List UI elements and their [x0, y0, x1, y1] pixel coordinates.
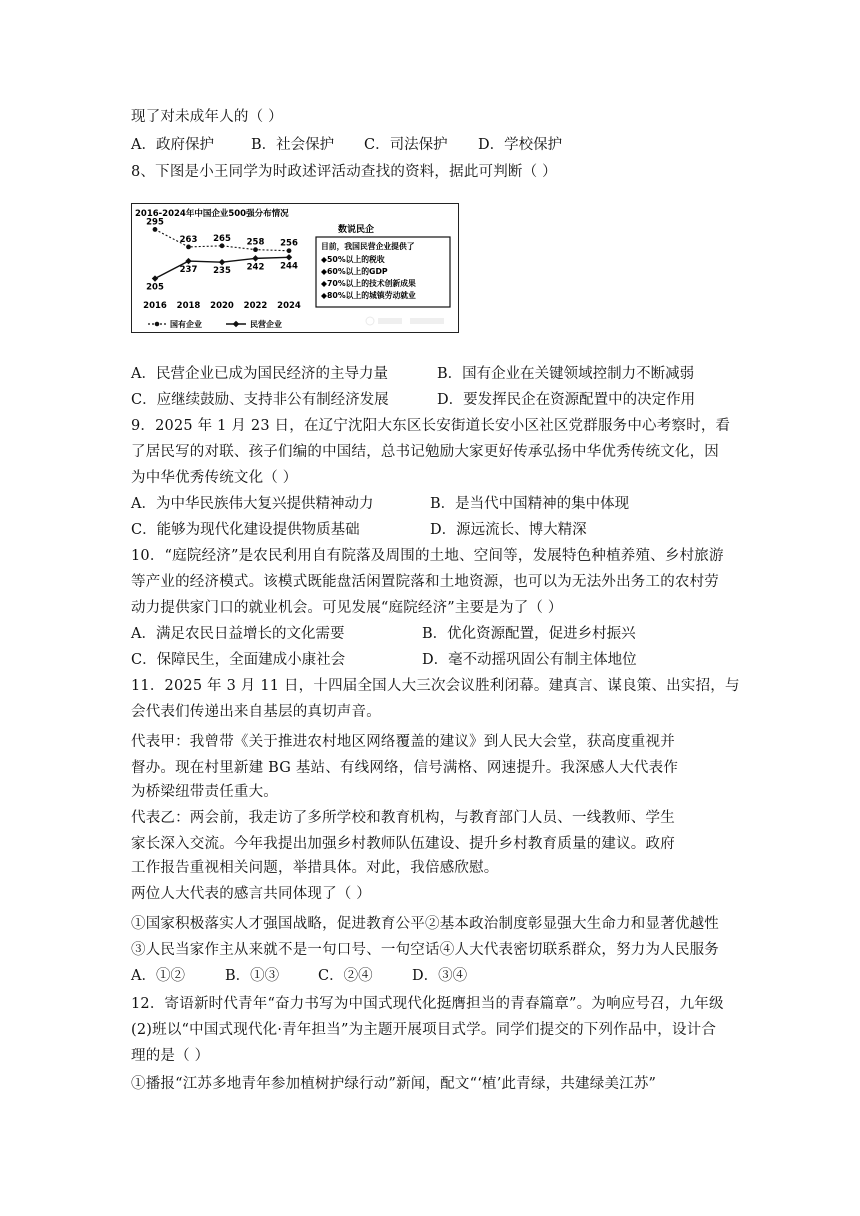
state-point: [287, 248, 292, 253]
rep-a-line-1: 代表甲：我曾带《关于推进农村地区网络覆盖的建议》到人民大会堂，获高度重视并: [131, 734, 675, 750]
q8-option-b: B．国有企业在关键领域控制力不断减弱: [437, 366, 695, 382]
legend-state-label: 国有企业: [170, 320, 202, 329]
state-point: [253, 247, 258, 252]
q10-stem-2: 等产业的经济模式。该模式既能盘活闲置院落和土地资源，也可以为无法外出务工的农村劳: [131, 574, 719, 590]
data-label: 263: [179, 234, 198, 245]
chart-title: 2016-2024年中国企业500强分布情况: [135, 209, 289, 219]
q9-stem-2: 了居民写的对联、孩子们编的中国结，总书记勉励大家更好传承弘扬中华优秀传统文化，因: [131, 444, 719, 460]
private-point: [152, 275, 158, 281]
private-point: [219, 259, 225, 265]
q12-stem-3: 理的是（ ）: [131, 1048, 210, 1064]
q9-option-d: D．源远流长、博大精深: [430, 522, 587, 538]
q10-stem-3: 动力提供家门口的就业机会。可见发展“庭院经济”主要是为了（ ）: [131, 600, 563, 616]
q8-option-c: C．应继续鼓励、支持非公有制经济发展: [131, 392, 389, 408]
info-line-4: ◆80%以上的城镇劳动就业: [321, 291, 416, 300]
q11-question: 两位人大代表的感言共同体现了（ ）: [131, 886, 372, 902]
q10-option-c: C．保障民生，全面建成小康社会: [131, 652, 346, 668]
q11-statements-2: ③人民当家作主从来就不是一句口号、一句空话④人大代表密切联系群众，努力为人民服务: [131, 942, 719, 958]
data-label: 235: [213, 266, 231, 277]
data-label: 258: [246, 237, 265, 248]
legend-private-label: 民营企业: [250, 320, 282, 329]
info-line-2: ◆60%以上的GDP: [321, 267, 388, 276]
state-point: [220, 243, 225, 248]
q11-option-b: B．①③: [225, 968, 280, 984]
q11-option-c: C．②④: [318, 968, 373, 984]
q8-stem: 8、下图是小王同学为时政述评活动查找的资料，据此可判断（ ）: [131, 164, 557, 180]
x-tick-label: 2020: [210, 301, 234, 311]
data-label: 242: [246, 262, 265, 273]
data-label: 205: [146, 282, 164, 293]
q8-option-a: A．民营企业已成为国民经济的主导力量: [131, 366, 388, 382]
q10-option-b: B．优化资源配置，促进乡村振兴: [422, 626, 636, 642]
rep-a-line-3: 为桥梁纽带责任重大。: [131, 784, 278, 800]
q10-stem-1: 10．“庭院经济”是农民利用自有院落及周围的土地、空间等，发展特色种植养殖、乡村旅游: [131, 548, 724, 564]
state-point: [153, 227, 158, 232]
private-point: [185, 258, 191, 264]
data-label: 244: [280, 261, 298, 272]
private-point: [252, 255, 258, 261]
q11-statements-1: ①国家积极落实人才强国战略，促进教育公平②基本政治制度彰显强大生命力和显著优越性: [131, 916, 719, 932]
q9-option-c: C．能够为现代化建设提供物质基础: [131, 522, 360, 538]
rep-b-line-2: 家长深入交流。今年我提出加强乡村教师队伍建设、提升乡村教育质量的建议。政府: [131, 836, 675, 852]
legend-state-marker: [155, 322, 160, 327]
data-label: 237: [179, 265, 198, 276]
q7-option-a: A．政府保护: [131, 137, 214, 153]
data-label: 295: [146, 217, 164, 228]
q9-stem-1: 9．2025 年 1 月 23 日，在辽宁沈阳大东区长安街道长安小区社区党群服务中心考察时，看: [131, 418, 731, 434]
x-tick-label: 2024: [277, 301, 301, 311]
q7-option-d: D．学校保护: [478, 137, 563, 153]
state-point: [186, 245, 191, 250]
info-line-1: ◆50%以上的税收: [321, 255, 385, 264]
q9-option-a: A．为中华民族伟大复兴提供精神动力: [131, 496, 374, 512]
q11-option-a: A．①②: [131, 968, 185, 984]
rep-a-line-2: 督办。现在村里新建 BG 基站、有线网络，信号满格、网速提升。我深感人大代表作: [131, 760, 679, 776]
q7-option-b: B．社会保护: [251, 137, 335, 153]
q12-stem-1: 12．寄语新时代青年“奋力书写为中国式现代化挺膺担当的青春篇章”。为响应号召，九年级: [131, 996, 724, 1012]
q8-chart: [132, 204, 458, 332]
x-tick-label: 2018: [176, 301, 201, 311]
watermark: [366, 317, 444, 325]
q11-option-d: D．③④: [412, 968, 468, 984]
rep-b-line-3: 工作报告重视相关问题，举措具体。对此，我倍感欣慰。: [131, 860, 499, 876]
rep-b-line-1: 代表乙：两会前，我走访了多所学校和教育机构，与教育部门人员、一线教师、学生: [131, 810, 675, 826]
q7-stem-tail: 现了对未成年人的（ ）: [131, 109, 283, 125]
q10-option-d: D．毫不动摇巩固公有制主体地位: [422, 652, 637, 668]
q12-statement-1: ①播报“江苏多地青年参加植树护绿行动”新闻，配文“‘植’此青绿，共建绿美江苏”: [131, 1076, 657, 1092]
q9-option-b: B．是当代中国精神的集中体现: [430, 496, 630, 512]
q9-stem-3: 为中华优秀传统文化（ ）: [131, 470, 298, 486]
data-label: 265: [213, 233, 231, 244]
info-line-3: ◆70%以上的技术创新成果: [321, 279, 416, 288]
info-box-title: 数说民企: [337, 225, 375, 235]
data-label: 256: [280, 238, 298, 249]
q12-stem-2: (2)班以“中国式现代化·青年担当”为主题开展项目式学。同学们提交的下列作品中，设计合: [131, 1022, 717, 1038]
q7-option-c: C．司法保护: [364, 137, 448, 153]
q10-option-a: A．满足农民日益增长的文化需要: [131, 626, 345, 642]
q11-stem-2: 会代表们传递出来自基层的真切声音。: [131, 704, 381, 720]
q8-option-d: D．要发挥民企在资源配置中的决定作用: [437, 392, 696, 408]
x-tick-label: 2016: [143, 301, 167, 311]
private-point: [286, 254, 292, 260]
q11-stem-1: 11．2025 年 3 月 11 日，十四届全国人大三次会议胜利闭幕。建真言、谋良策、出实招，与: [131, 678, 740, 694]
legend-private-marker: [233, 321, 240, 328]
q8-figure: [131, 203, 459, 333]
x-tick-label: 2022: [243, 301, 268, 311]
info-line-0: 目前，我国民营企业提供了: [321, 242, 415, 251]
